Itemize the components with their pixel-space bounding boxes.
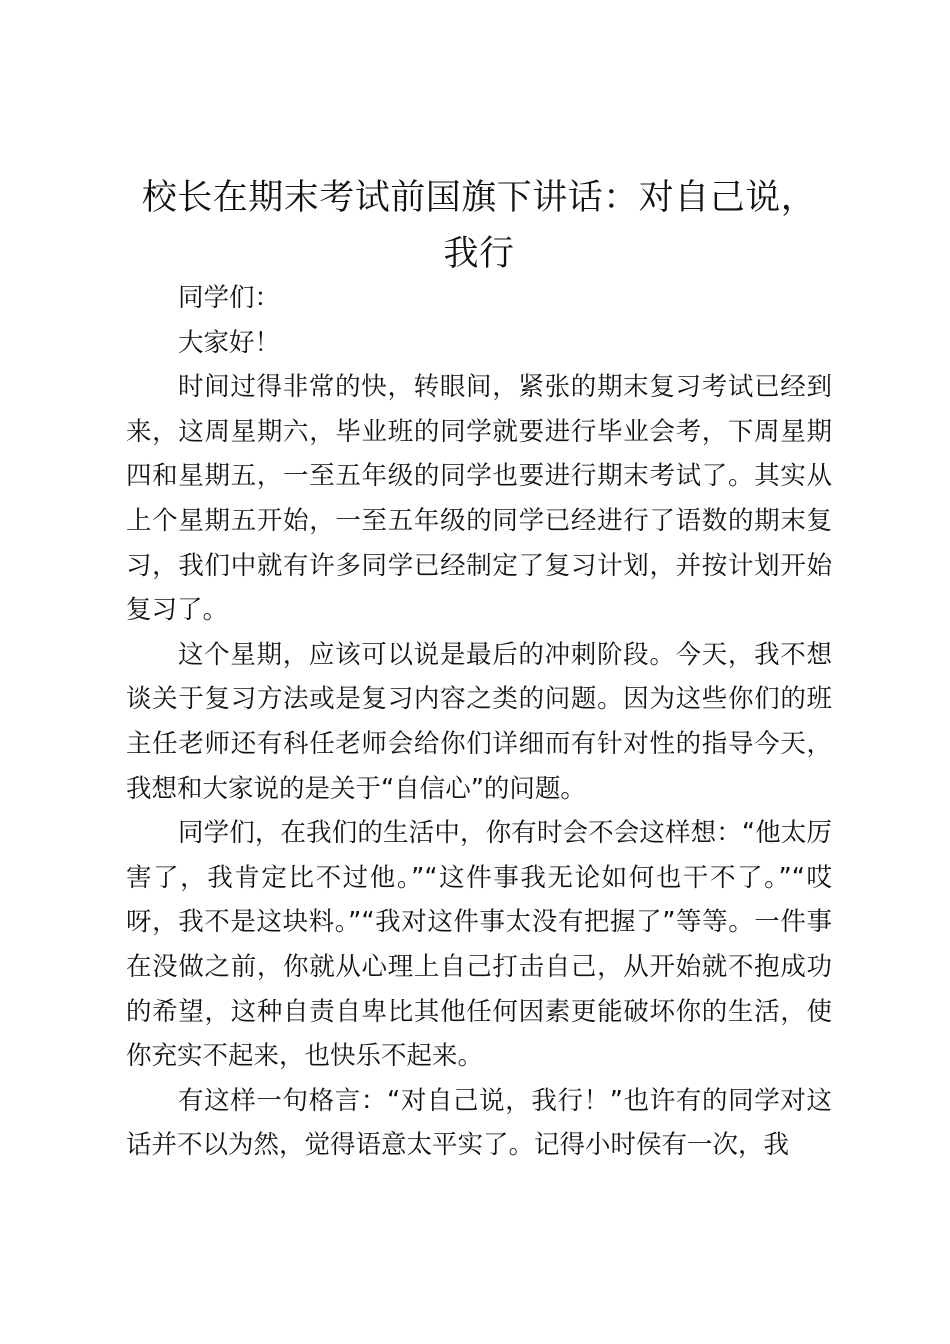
body-paragraph: 同学们，在我们的生活中，你有时会不会这样想：“他太厉害了，我肯定比不过他。”“这件事我无论如何也干不了。”“哎呀，我不是这块料。”“我对这件事太没有把握了”等等。一件事在没做之前，你就从心理上自己打击自己，从开始就不抱成功的希望，这种自责自卑比其他任何因素更能破坏你的生活，使你充实不起来，也快乐不起来。 (126, 818, 832, 1072)
document-title: 校长在期末考试前国旗下讲话：对自己说，我行 (141, 178, 817, 274)
document-body (126, 276, 832, 1168)
body-paragraph: 这个星期，应该可以说是最后的冲刺阶段。今天，我不想谈关于复习方法或是复习内容之类的问题。因为这些你们的班主任老师还有科任老师会给你们详细而有针对性的指导今天，我想和大家说的是关于“自信心”的问题。 (126, 639, 832, 804)
body-paragraph: 有这样一句格言：“对自己说，我行！”也许有的同学对这话并不以为然，觉得语意太平实了。记得小时侯有一次，我 (126, 1085, 832, 1161)
body-paragraph: 时间过得非常的快，转眼间，紧张的期末复习考试已经到来，这周星期六，毕业班的同学就要进行毕业会考，下周星期四和星期五，一至五年级的同学也要进行期末考试了。其实从上个星期五开始，一至五年级的同学已经进行了语数的期末复习，我们中就有许多同学已经制定了复习计划，并按计划开始复习了。 (126, 372, 832, 626)
greeting: 大家好！ (178, 327, 281, 358)
salutation: 同学们： (178, 283, 281, 313)
